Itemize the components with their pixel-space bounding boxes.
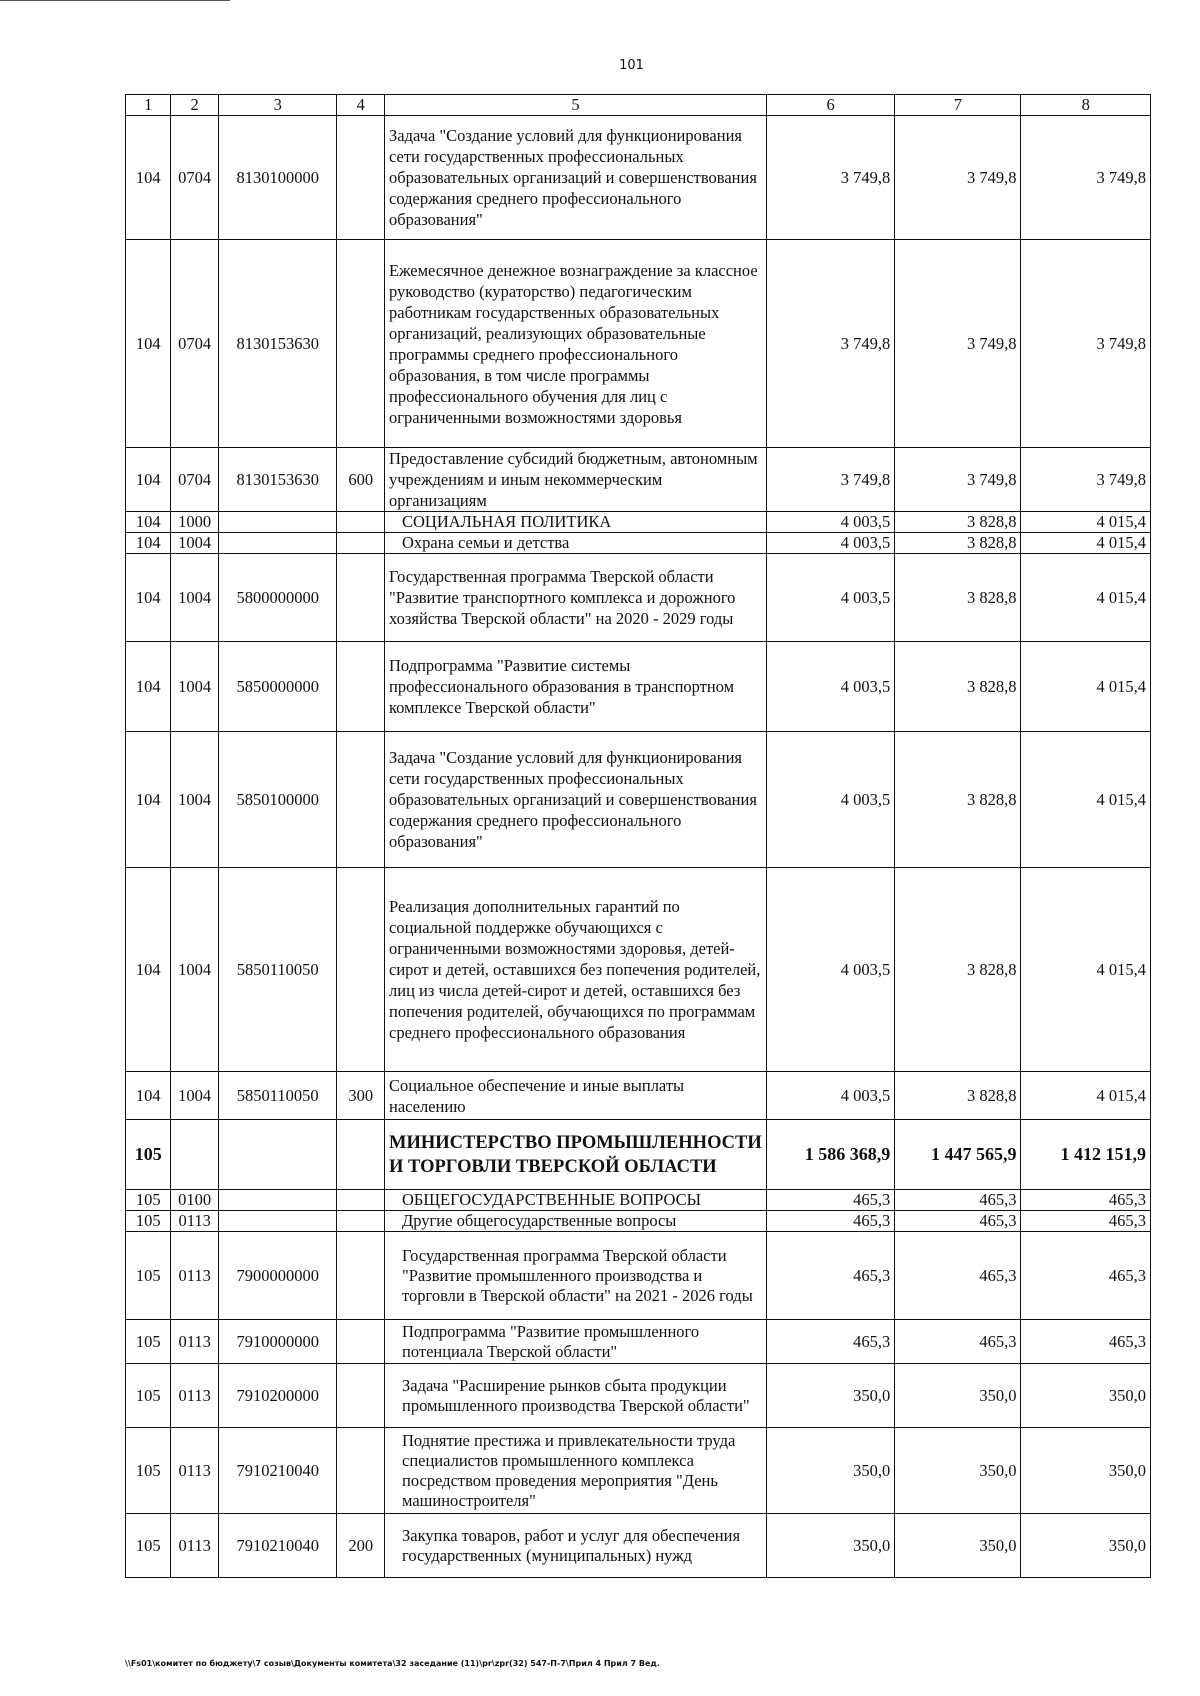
cell-expense-type xyxy=(337,732,385,868)
cell-amount-col7: 465,3 xyxy=(895,1190,1021,1211)
header-cell: 3 xyxy=(218,95,336,116)
cell-target-code: 5800000000 xyxy=(218,554,336,642)
cell-expense-type xyxy=(337,868,385,1072)
cell-section-code: 0113 xyxy=(171,1428,219,1514)
cell-description: Государственная программа Тверской области "Развитие промышленного производства и торговли в Тверской области" на 2021 - 2026 годы xyxy=(385,1232,767,1320)
cell-ministry-code: 105 xyxy=(126,1232,171,1320)
cell-amount-col7: 3 828,8 xyxy=(895,868,1021,1072)
cell-amount-col6: 3 749,8 xyxy=(766,240,894,448)
cell-target-code: 7900000000 xyxy=(218,1232,336,1320)
cell-ministry-code: 105 xyxy=(126,1120,171,1190)
cell-section-code xyxy=(171,1120,219,1190)
cell-ministry-code: 105 xyxy=(126,1514,171,1578)
cell-section-code: 0113 xyxy=(171,1211,219,1232)
cell-amount-col7: 350,0 xyxy=(895,1364,1021,1428)
cell-amount-col7: 3 828,8 xyxy=(895,642,1021,732)
cell-amount-col8: 4 015,4 xyxy=(1021,512,1151,533)
table-row xyxy=(126,533,1151,554)
table-row xyxy=(126,240,1151,448)
cell-expense-type xyxy=(337,1428,385,1514)
cell-amount-col8: 4 015,4 xyxy=(1021,533,1151,554)
cell-description: Ежемесячное денежное вознаграждение за классное руководство (кураторство) педагогическим работникам государственных образовательных организаций, реализующих образовательные программы среднего профессионального образования, в том числе программы профессионального обучения для лиц с ограниченными возможностями здоровья xyxy=(385,240,767,448)
cell-description: Государственная программа Тверской области "Развитие транспортного комплекса и дорожного хозяйства Тверской области" на 2020 - 2029 годы xyxy=(385,554,767,642)
cell-amount-col6: 3 749,8 xyxy=(766,116,894,240)
table-row xyxy=(126,1232,1151,1320)
cell-expense-type xyxy=(337,1320,385,1364)
cell-section-code: 1004 xyxy=(171,868,219,1072)
cell-amount-col6: 4 003,5 xyxy=(766,533,894,554)
cell-amount-col6: 465,3 xyxy=(766,1211,894,1232)
cell-amount-col8: 4 015,4 xyxy=(1021,554,1151,642)
cell-ministry-code: 105 xyxy=(126,1320,171,1364)
cell-description: ОБЩЕГОСУДАРСТВЕННЫЕ ВОПРОСЫ xyxy=(385,1190,767,1211)
cell-ministry-code: 104 xyxy=(126,533,171,554)
cell-description: Охрана семьи и детства xyxy=(385,533,767,554)
cell-amount-col7: 465,3 xyxy=(895,1320,1021,1364)
cell-amount-col6: 350,0 xyxy=(766,1364,894,1428)
cell-amount-col7: 3 749,8 xyxy=(895,116,1021,240)
cell-amount-col7: 3 749,8 xyxy=(895,240,1021,448)
cell-amount-col8: 465,3 xyxy=(1021,1320,1151,1364)
cell-description: СОЦИАЛЬНАЯ ПОЛИТИКА xyxy=(385,512,767,533)
cell-amount-col7: 465,3 xyxy=(895,1232,1021,1320)
cell-amount-col6: 3 749,8 xyxy=(766,448,894,512)
table-row xyxy=(126,868,1151,1072)
cell-amount-col6: 4 003,5 xyxy=(766,642,894,732)
table-row xyxy=(126,1120,1151,1190)
cell-amount-col8: 4 015,4 xyxy=(1021,732,1151,868)
cell-description: Задача "Расширение рынков сбыта продукции промышленного производства Тверской области" xyxy=(385,1364,767,1428)
cell-description: Закупка товаров, работ и услуг для обеспечения государственных (муниципальных) нужд xyxy=(385,1514,767,1578)
cell-target-code: 8130100000 xyxy=(218,116,336,240)
table-row xyxy=(126,1072,1151,1120)
cell-target-code: 5850100000 xyxy=(218,732,336,868)
cell-amount-col6: 4 003,5 xyxy=(766,868,894,1072)
table-row xyxy=(126,1320,1151,1364)
cell-amount-col7: 3 828,8 xyxy=(895,732,1021,868)
cell-ministry-code: 104 xyxy=(126,512,171,533)
cell-ministry-code: 104 xyxy=(126,732,171,868)
cell-amount-col8: 4 015,4 xyxy=(1021,868,1151,1072)
file-path-footer: \\Fs01\комитет по бюджету\7 созыв\Документы комитета\32 заседание (11)\pr\zpr(32) 547-П-7\Прил 4 Прил 7 Вед. xyxy=(125,1659,660,1668)
header-cell: 5 xyxy=(385,95,767,116)
cell-target-code xyxy=(218,1190,336,1211)
cell-target-code xyxy=(218,1120,336,1190)
cell-expense-type xyxy=(337,240,385,448)
header-cell: 6 xyxy=(766,95,894,116)
cell-target-code xyxy=(218,512,336,533)
budget-table xyxy=(125,94,1151,1578)
cell-amount-col8: 350,0 xyxy=(1021,1514,1151,1578)
cell-target-code: 5850000000 xyxy=(218,642,336,732)
cell-amount-col8: 1 412 151,9 xyxy=(1021,1120,1151,1190)
cell-expense-type xyxy=(337,642,385,732)
cell-description: МИНИСТЕРСТВО ПРОМЫШЛЕННОСТИ И ТОРГОВЛИ ТВЕРСКОЙ ОБЛАСТИ xyxy=(385,1120,767,1190)
cell-amount-col8: 350,0 xyxy=(1021,1428,1151,1514)
cell-section-code: 0113 xyxy=(171,1364,219,1428)
cell-section-code: 1004 xyxy=(171,1072,219,1120)
table-row xyxy=(126,732,1151,868)
table-row xyxy=(126,554,1151,642)
cell-amount-col7: 3 828,8 xyxy=(895,533,1021,554)
cell-section-code: 1004 xyxy=(171,533,219,554)
cell-target-code: 7910210040 xyxy=(218,1514,336,1578)
cell-amount-col7: 3 828,8 xyxy=(895,1072,1021,1120)
cell-target-code: 8130153630 xyxy=(218,240,336,448)
cell-amount-col7: 350,0 xyxy=(895,1428,1021,1514)
cell-ministry-code: 104 xyxy=(126,116,171,240)
cell-amount-col6: 1 586 368,9 xyxy=(766,1120,894,1190)
header-cell: 8 xyxy=(1021,95,1151,116)
cell-amount-col8: 465,3 xyxy=(1021,1232,1151,1320)
cell-ministry-code: 104 xyxy=(126,448,171,512)
cell-ministry-code: 105 xyxy=(126,1211,171,1232)
cell-section-code: 0704 xyxy=(171,116,219,240)
cell-amount-col6: 465,3 xyxy=(766,1190,894,1211)
cell-expense-type xyxy=(337,116,385,240)
cell-expense-type: 200 xyxy=(337,1514,385,1578)
cell-amount-col8: 465,3 xyxy=(1021,1190,1151,1211)
cell-ministry-code: 104 xyxy=(126,554,171,642)
cell-description: Социальное обеспечение и иные выплаты населению xyxy=(385,1072,767,1120)
cell-amount-col6: 4 003,5 xyxy=(766,554,894,642)
table-row xyxy=(126,116,1151,240)
cell-amount-col6: 465,3 xyxy=(766,1320,894,1364)
header-cell: 7 xyxy=(895,95,1021,116)
table-row xyxy=(126,512,1151,533)
cell-amount-col8: 465,3 xyxy=(1021,1211,1151,1232)
cell-target-code: 7910200000 xyxy=(218,1364,336,1428)
cell-description: Подпрограмма "Развитие системы профессионального образования в транспортном комплексе Тверской области" xyxy=(385,642,767,732)
cell-target-code: 5850110050 xyxy=(218,1072,336,1120)
table-row xyxy=(126,642,1151,732)
cell-amount-col8: 3 749,8 xyxy=(1021,116,1151,240)
page-number: 101 xyxy=(619,58,644,73)
cell-target-code xyxy=(218,1211,336,1232)
cell-expense-type: 300 xyxy=(337,1072,385,1120)
cell-expense-type: 600 xyxy=(337,448,385,512)
cell-amount-col8: 350,0 xyxy=(1021,1364,1151,1428)
header-cell: 2 xyxy=(171,95,219,116)
cell-description: Поднятие престижа и привлекательности труда специалистов промышленного комплекса посредством проведения мероприятия "День машиностроителя" xyxy=(385,1428,767,1514)
cell-description: Другие общегосударственные вопросы xyxy=(385,1211,767,1232)
cell-section-code: 0113 xyxy=(171,1232,219,1320)
cell-expense-type xyxy=(337,1190,385,1211)
header-cell: 4 xyxy=(337,95,385,116)
cell-amount-col6: 4 003,5 xyxy=(766,512,894,533)
cell-amount-col6: 4 003,5 xyxy=(766,732,894,868)
cell-section-code: 1004 xyxy=(171,554,219,642)
table-row xyxy=(126,1364,1151,1428)
cell-description: Подпрограмма "Развитие промышленного потенциала Тверской области" xyxy=(385,1320,767,1364)
cell-ministry-code: 105 xyxy=(126,1364,171,1428)
scan-edge-line xyxy=(0,0,230,1)
cell-section-code: 0113 xyxy=(171,1514,219,1578)
cell-description: Реализация дополнительных гарантий по социальной поддержке обучающихся с ограниченными возможностями здоровья, детей-сирот и детей, оставшихся без попечения родителей, лиц из числа детей-сирот и детей, оставшихся без попечения родителей, обучающихся по программам среднего профессионального образования xyxy=(385,868,767,1072)
cell-target-code: 7910000000 xyxy=(218,1320,336,1364)
cell-expense-type xyxy=(337,554,385,642)
cell-ministry-code: 104 xyxy=(126,868,171,1072)
cell-ministry-code: 104 xyxy=(126,1072,171,1120)
cell-amount-col8: 3 749,8 xyxy=(1021,240,1151,448)
cell-expense-type xyxy=(337,1120,385,1190)
cell-amount-col6: 4 003,5 xyxy=(766,1072,894,1120)
cell-target-code xyxy=(218,533,336,554)
cell-target-code: 5850110050 xyxy=(218,868,336,1072)
cell-amount-col6: 465,3 xyxy=(766,1232,894,1320)
cell-amount-col7: 465,3 xyxy=(895,1211,1021,1232)
cell-expense-type xyxy=(337,533,385,554)
cell-ministry-code: 105 xyxy=(126,1428,171,1514)
cell-expense-type xyxy=(337,512,385,533)
cell-target-code: 7910210040 xyxy=(218,1428,336,1514)
cell-amount-col8: 3 749,8 xyxy=(1021,448,1151,512)
cell-ministry-code: 104 xyxy=(126,642,171,732)
table-row xyxy=(126,448,1151,512)
cell-amount-col6: 350,0 xyxy=(766,1428,894,1514)
table-row xyxy=(126,1514,1151,1578)
cell-section-code: 0704 xyxy=(171,448,219,512)
cell-description: Задача "Создание условий для функционирования сети государственных профессиональных образовательных организаций и совершенствования содержания среднего профессионального образования" xyxy=(385,116,767,240)
cell-amount-col8: 4 015,4 xyxy=(1021,642,1151,732)
cell-amount-col6: 350,0 xyxy=(766,1514,894,1578)
cell-ministry-code: 104 xyxy=(126,240,171,448)
cell-amount-col7: 3 828,8 xyxy=(895,554,1021,642)
table-row xyxy=(126,1428,1151,1514)
header-row xyxy=(126,95,1151,116)
cell-section-code: 1000 xyxy=(171,512,219,533)
cell-description: Предоставление субсидий бюджетным, автономным учреждениям и иным некоммерческим организациям xyxy=(385,448,767,512)
cell-section-code: 1004 xyxy=(171,732,219,868)
cell-expense-type xyxy=(337,1232,385,1320)
table-row xyxy=(126,1211,1151,1232)
cell-section-code: 0100 xyxy=(171,1190,219,1211)
cell-ministry-code: 105 xyxy=(126,1190,171,1211)
cell-amount-col7: 350,0 xyxy=(895,1514,1021,1578)
cell-amount-col7: 1 447 565,9 xyxy=(895,1120,1021,1190)
cell-expense-type xyxy=(337,1211,385,1232)
cell-amount-col7: 3 828,8 xyxy=(895,512,1021,533)
table-row xyxy=(126,1190,1151,1211)
cell-amount-col8: 4 015,4 xyxy=(1021,1072,1151,1120)
cell-expense-type xyxy=(337,1364,385,1428)
cell-section-code: 0113 xyxy=(171,1320,219,1364)
cell-amount-col7: 3 749,8 xyxy=(895,448,1021,512)
cell-description: Задача "Создание условий для функционирования сети государственных профессиональных образовательных организаций и совершенствования содержания среднего профессионального образования" xyxy=(385,732,767,868)
cell-section-code: 0704 xyxy=(171,240,219,448)
cell-section-code: 1004 xyxy=(171,642,219,732)
header-cell: 1 xyxy=(126,95,171,116)
cell-target-code: 8130153630 xyxy=(218,448,336,512)
